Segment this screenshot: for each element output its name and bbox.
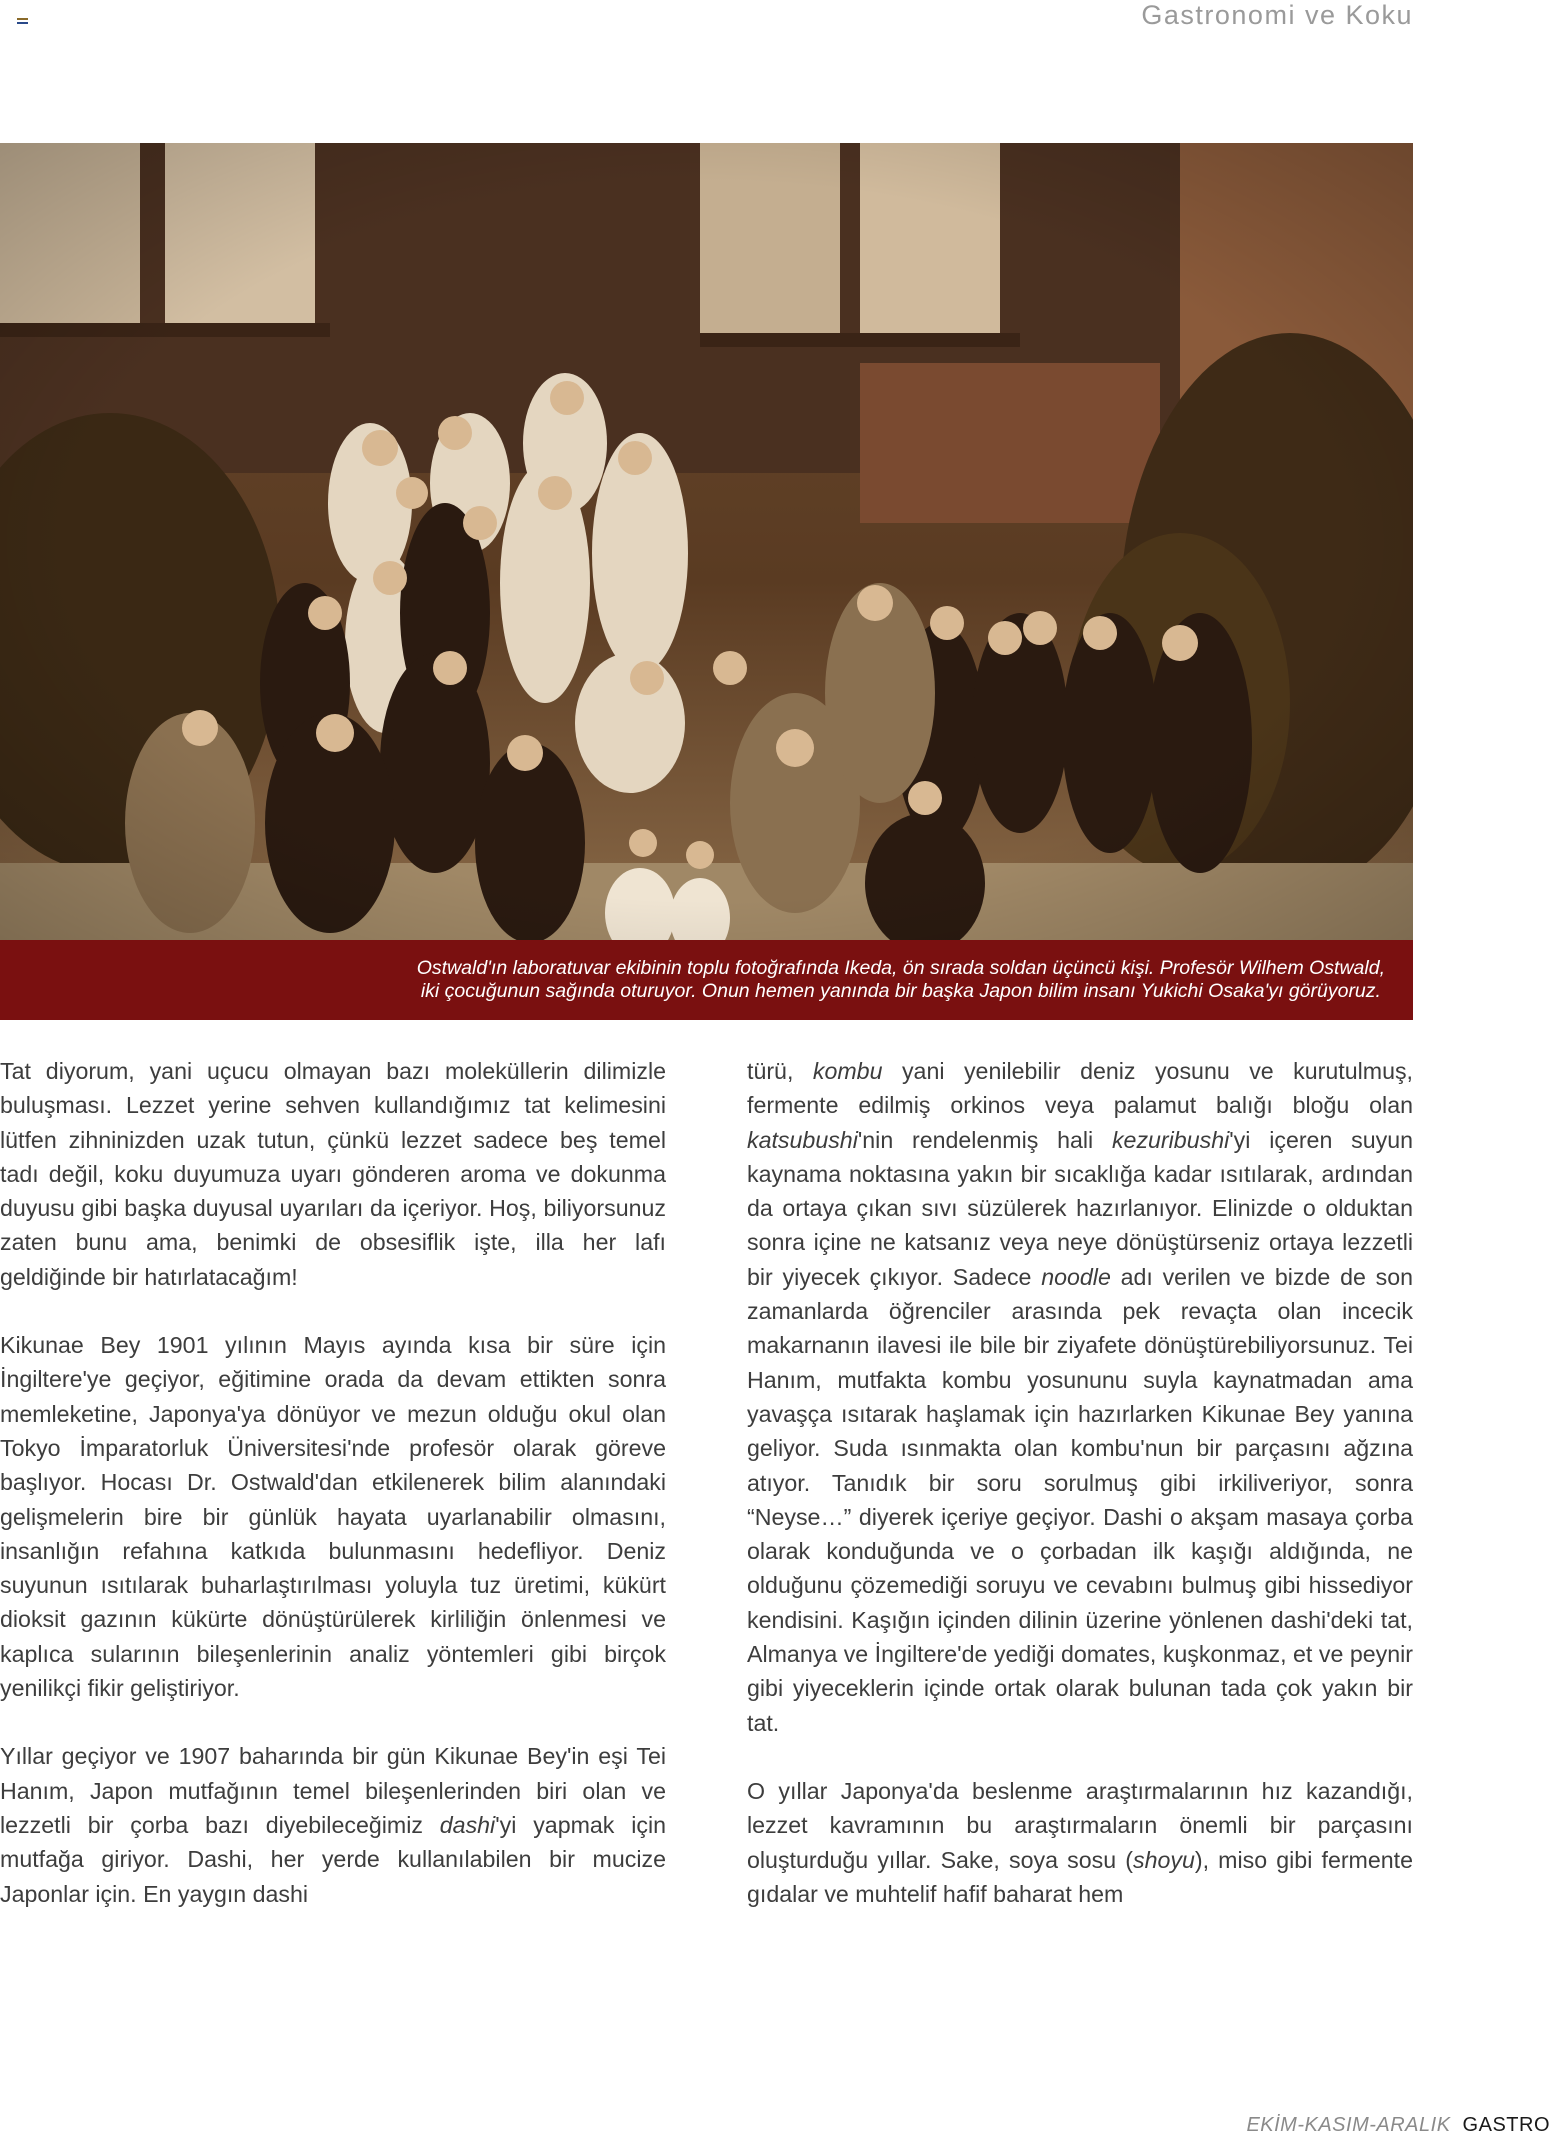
paragraph: Tat diyorum, yani uçucu olmayan bazı moleküllerin dilimizle buluşması. Lezzet yerine sehven kullandığımız tat kelimesini lütfen zihninizden uzak tutun, çünkü lezzet sadece beş temel tadı değil, koku duyumuza uyarı gönderen aroma ve dokunma duyusu gibi başka duyusal uyarıları da içeriyor. Hoş, biliyorsunuz zaten bunu ama, benimki de obsesiflik işte, illa her lafı geldiğinde bir hatırlatacağım! <box>0 1058 666 1290</box>
article-column-left <box>0 1054 666 1911</box>
text-run: adı verilen ve bizde de son zamanlarda öğrenciler arasında pek revaçta olan incecik makarnanın ilavesi ile bile bir ziyafete dönüştürebiliyorsunuz. Tei Hanım, mutfakta kombu yosununu suyla kaynatmadan ama yavaşça ısıtarak haşlamak için hazırlarken Kikunae Bey yanına geliyor. Suda ısınmakta olan kombu'nun bir parçasını ağzına atıyor. Tanıdık bir soru sorulmuş gibi irkiliveriyor, sonra “Neyse…” diyerek içeriye geçiyor. Dashi o akşam masaya çorba olarak konduğunda ve o çorbadan ilk kaşığı aldığında, ne olduğunu çözemediği soruyu ve cevabını bulmuş gibi hissediyor kendisini. Kaşığın içinden dilinin üzerine yönlenen dashi'deki tat, Almanya ve İngiltere'de yediği domates, kuşkonmaz, et ve peynir gibi yiyeceklerin içinde ortak olarak bulunan tada çok yakın bir tat. <box>747 1263 1414 1736</box>
text-run: yani yenilebilir deniz yosunu ve kurutulmuş, fermente edilmiş orkinos veya palamut balığı bloğu olan <box>747 1058 1414 1119</box>
magazine-brand: GASTRO <box>1462 2114 1550 2136</box>
italic-term: shoyu <box>1132 1846 1195 1873</box>
italic-term: kezuribushi <box>1111 1126 1230 1153</box>
text-run: türü, <box>747 1058 813 1084</box>
corner-mark-icon <box>17 18 28 30</box>
photo-caption <box>417 957 1385 1003</box>
text-run: 'nin rendelenmiş hali <box>857 1126 1112 1153</box>
photo-caption-line: Ostwald'ın laboratuvar ekibinin toplu fotoğrafında Ikeda, ön sırada soldan üçüncü kişi. Profesör Wilhem Ostwald, <box>416 957 1385 979</box>
paragraph: Kikunae Bey 1901 yılının Mayıs ayında kısa bir süre için İngiltere'ye geçiyor, eğitimine orada da devam ettikten sonra memleketine, Japonya'ya dönüyor ve mezun olduğu okul olan Tokyo İmparatorluk Üniversitesi'nde profesör olarak göreve başlıyor. Hocası Dr. Ostwald'dan etkilenerek bilim alanındaki gelişmelerin bire bir günlük hayata uyarlanabilir olmasını, insanlığın refahına katkıda bulunmasını hedefliyor. Deniz suyunun ısıtılarak buharlaştırılması yoluyla tuz üretimi, kükürt dioksit gazının kükürte dönüştürülerek kirliliğin önlenmesi ve kaplıca sularının bileşenlerinin analiz yöntemleri gibi birçok yenilikçi fikir geliştiriyor. <box>0 1332 666 1702</box>
paragraph <box>0 1739 666 1910</box>
text-run: O yıllar Japonya'da beslenme araştırmalarının hız kazandığı, lezzet kavramının bu araştırmaların önemli bir parçasını oluşturduğu yıllar. Sake, soya sosu ( <box>747 1777 1413 1873</box>
photo-caption-bar <box>0 940 1413 1020</box>
article-column-right <box>747 1054 1413 1911</box>
running-head: Gastronomi ve Koku <box>1141 0 1413 30</box>
group-photo <box>0 143 1413 940</box>
text-run: 'yi yapmak için mutfağa giriyor. Dashi, her yerde kullanılabilen bir mucize Japonlar için. En yaygın dashi <box>0 1811 666 1907</box>
photo-figure <box>0 143 1413 1020</box>
italic-term: dashi <box>439 1811 496 1838</box>
issue-label: EKİM-KASIM-ARALIK <box>1246 2114 1451 2136</box>
paragraph <box>747 1774 1413 1911</box>
text-run: 'yi içeren suyun kaynama noktasına yakın bir sıcaklığa kadar ısıtılarak, ardından da ortaya çıkan sıvı süzülerek hazırlanıyor. Elinizde o olduktan sonra içine ne katsanız veya neye dönüştürseniz ortaya lezzetli bir yiyecek çıkıyor. Sadece <box>747 1126 1413 1290</box>
italic-term: noodle <box>1041 1263 1111 1290</box>
page-footer <box>1246 2114 1550 2144</box>
paragraph <box>747 1054 1413 1740</box>
text-run: ), miso gibi fermente gıdalar ve muhtelif hafif baharat hem <box>747 1846 1414 1907</box>
photo-caption-line: iki çocuğunun sağında oturuyor. Onun hemen yanında bir başka Japon bilim insanı Yukichi Osaka'yı görüyoruz. <box>420 980 1381 1002</box>
text-run: Yıllar geçiyor ve 1907 baharında bir gün Kikunae Bey'in eşi Tei Hanım, Japon mutfağının temel bileşenlerinden biri olan ve lezzetli bir çorba bazı diyebileceğimiz <box>0 1743 666 1838</box>
italic-term: katsubushi <box>747 1126 858 1153</box>
italic-term: kombu <box>812 1058 883 1084</box>
